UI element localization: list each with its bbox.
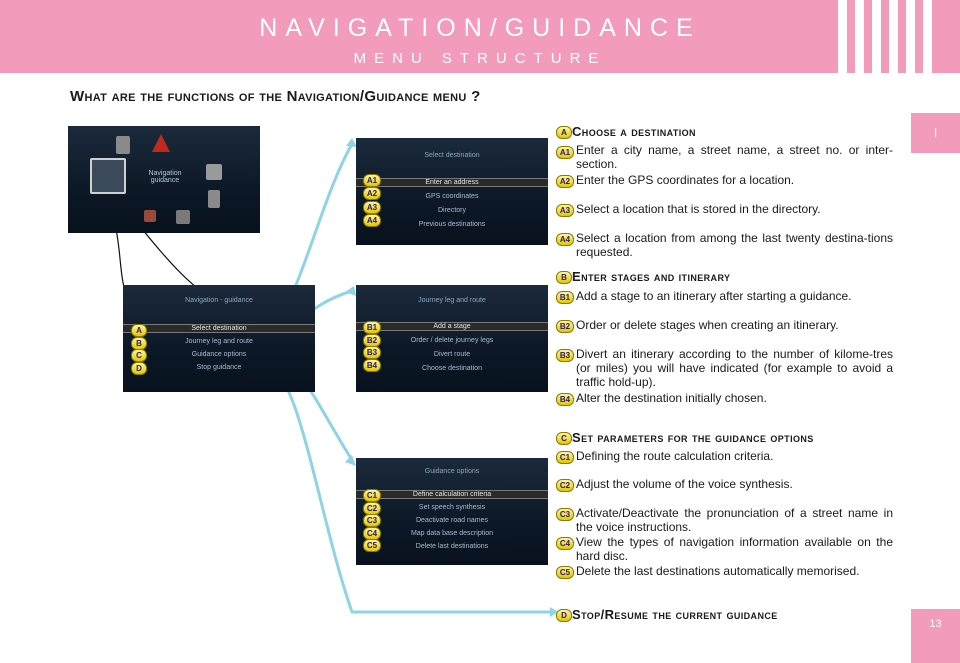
screen-title: Guidance options bbox=[424, 468, 480, 475]
tools-icon bbox=[144, 210, 156, 222]
item-text-a3: Select a location that is stored in the directory. bbox=[576, 202, 821, 216]
item-text-c4: View the types of navigation information available on the hard disc. bbox=[576, 535, 893, 563]
item-badge-a1: A1 bbox=[556, 146, 574, 159]
item-badge-c5: C5 bbox=[556, 566, 574, 579]
warning-triangle-icon bbox=[152, 134, 170, 152]
item-badge-a3: A3 bbox=[556, 204, 574, 217]
page-title: NAVIGATION/GUIDANCE bbox=[259, 14, 701, 42]
main-menu-caption: Navigation guidance bbox=[148, 170, 182, 184]
badge-c3: C3 bbox=[363, 514, 381, 527]
badge-b2: B2 bbox=[363, 334, 381, 347]
arrowhead-b bbox=[345, 286, 356, 296]
badge-b3: B3 bbox=[363, 346, 381, 359]
navigation-joystick-icon bbox=[90, 158, 126, 194]
badge-c2: C2 bbox=[363, 502, 381, 515]
screen-row[interactable]: Deactivate road names bbox=[416, 517, 488, 524]
item-badge-b1: B1 bbox=[556, 291, 574, 304]
screen-row[interactable]: Delete last destinations bbox=[415, 543, 489, 550]
item-badge-a2: A2 bbox=[556, 175, 574, 188]
page-subtitle: MENU STRUCTURE bbox=[353, 50, 607, 67]
item-badge-b3: B3 bbox=[556, 349, 574, 362]
screen-title: Select destination bbox=[424, 152, 480, 159]
screen-row[interactable]: Select destination bbox=[123, 324, 315, 333]
item-text-a4: Select a location from among the last twenty destina-tions requested. bbox=[576, 231, 893, 259]
item-badge-a4: A4 bbox=[556, 233, 574, 246]
badge-c4: C4 bbox=[363, 527, 381, 540]
section-badge-b: B bbox=[556, 271, 572, 284]
screen-row[interactable]: Stop guidance bbox=[196, 364, 242, 371]
item-text-b2: Order or delete stages when creating an itinerary. bbox=[576, 318, 839, 332]
badge-b: B bbox=[131, 337, 147, 350]
item-badge-c4: C4 bbox=[556, 537, 574, 550]
screen-row[interactable]: Set speech synthesis bbox=[418, 504, 486, 511]
section-heading-c: Set parameters for the guidance options bbox=[572, 430, 814, 445]
badge-a2: A2 bbox=[363, 187, 381, 200]
badge-a4: A4 bbox=[363, 214, 381, 227]
screen-row[interactable]: Journey leg and route bbox=[185, 338, 253, 345]
screen-row[interactable]: Map data base description bbox=[410, 530, 494, 537]
screen-row[interactable]: Order / delete journey legs bbox=[410, 337, 494, 344]
fuel-icon bbox=[208, 190, 220, 208]
badge-b1: B1 bbox=[363, 321, 381, 334]
item-text-c2: Adjust the volume of the voice synthesis. bbox=[576, 477, 793, 491]
item-badge-c1: C1 bbox=[556, 451, 574, 464]
arrowhead-c bbox=[345, 455, 356, 466]
music-icon bbox=[116, 136, 130, 154]
screen-row[interactable]: Previous destinations bbox=[418, 221, 486, 228]
section-question: What are the functions of the Navigation/Guidance menu ? bbox=[70, 88, 481, 105]
screen-row[interactable]: Enter an address bbox=[356, 178, 548, 187]
screen-row[interactable]: GPS coordinates bbox=[425, 193, 479, 200]
item-text-b1: Add a stage to an itinerary after starting a guidance. bbox=[576, 289, 852, 303]
section-badge-a: A bbox=[556, 126, 572, 139]
screen-title: Navigation - guidance bbox=[185, 297, 253, 304]
screen-guidance-options bbox=[356, 458, 548, 565]
screen-row[interactable]: Add a stage bbox=[356, 322, 548, 331]
screen-main-menu bbox=[68, 126, 260, 233]
badge-a3: A3 bbox=[363, 201, 381, 214]
screen-navigation-guidance bbox=[123, 285, 315, 392]
section-heading-b: Enter stages and itinerary bbox=[572, 269, 731, 284]
item-text-c5: Delete the last destinations automatically memorised. bbox=[576, 564, 860, 578]
page-number: 13 bbox=[929, 618, 942, 630]
badge-b4: B4 bbox=[363, 359, 381, 372]
badge-c1: C1 bbox=[363, 489, 381, 502]
screen-title: Journey leg and route bbox=[418, 297, 486, 304]
item-text-a2: Enter the GPS coordinates for a location. bbox=[576, 173, 795, 187]
screen-journey-leg bbox=[356, 285, 548, 392]
section-heading-d: Stop/Resume the current guidance bbox=[572, 607, 778, 622]
telephone-icon bbox=[206, 164, 222, 180]
badge-d: D bbox=[131, 362, 147, 375]
item-text-a1: Enter a city name, a street name, a street no. or inter-section. bbox=[576, 143, 893, 171]
badge-a: A bbox=[131, 324, 147, 337]
screen-row[interactable]: Choose destination bbox=[422, 365, 482, 372]
item-text-c1: Defining the route calculation criteria. bbox=[576, 449, 774, 463]
screen-select-destination bbox=[356, 138, 548, 245]
section-badge-d: D bbox=[556, 609, 572, 622]
section-badge-c: C bbox=[556, 432, 572, 445]
screen-row[interactable]: Divert route bbox=[433, 351, 471, 358]
settings-icon bbox=[176, 210, 190, 224]
badge-a1: A1 bbox=[363, 174, 381, 187]
screen-row[interactable]: Guidance options bbox=[191, 351, 247, 358]
item-badge-b4: B4 bbox=[556, 393, 574, 406]
badge-c: C bbox=[131, 349, 147, 362]
item-badge-b2: B2 bbox=[556, 320, 574, 333]
item-badge-c3: C3 bbox=[556, 508, 574, 521]
badge-c5: C5 bbox=[363, 539, 381, 552]
chapter-tab-label: I bbox=[933, 126, 938, 140]
section-heading-a: Choose a destination bbox=[572, 124, 696, 139]
item-text-b3: Divert an itinerary according to the number of kilome-tres (or miles) you will have indicated (for example to avoid a traffic hold-up). bbox=[576, 347, 893, 389]
item-text-c3: Activate/Deactivate the pronunciation of a street name in the voice instructions. bbox=[576, 506, 893, 534]
item-badge-c2: C2 bbox=[556, 479, 574, 492]
screen-row[interactable]: Directory bbox=[437, 207, 466, 214]
item-text-b4: Alter the destination initially chosen. bbox=[576, 391, 767, 405]
screen-row[interactable]: Define calculation criteria bbox=[356, 490, 548, 499]
